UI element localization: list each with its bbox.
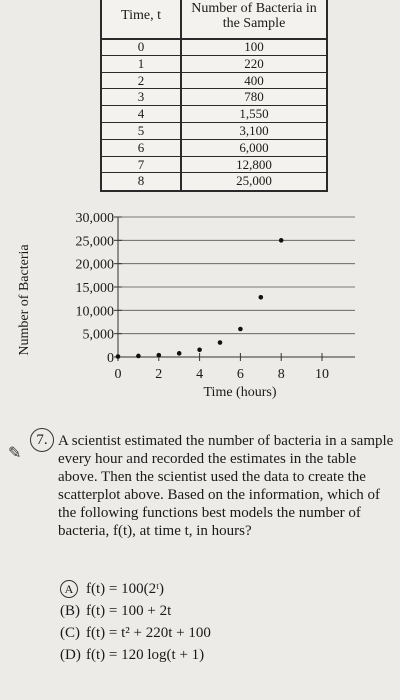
x-tick-label: 8 <box>277 367 285 382</box>
x-tick-label: 4 <box>196 367 204 382</box>
x-tick-label: 6 <box>236 367 244 382</box>
y-tick-label: 5,000 <box>82 327 114 343</box>
option-b-label: (B) <box>60 603 80 619</box>
data-point <box>279 238 284 243</box>
table-row <box>102 105 326 122</box>
cell-time: 7 <box>137 156 145 172</box>
cell-time: 2 <box>137 72 145 88</box>
data-point <box>218 340 223 345</box>
option-a-text: f(t) = 100(2ᵗ) <box>86 581 164 597</box>
bacteria-table <box>100 0 328 192</box>
question-number: 7. <box>30 428 54 452</box>
data-point <box>238 327 243 332</box>
table-header-bacteria: Number of Bacteria in the Sample <box>191 1 317 31</box>
cell-bacteria: 220 <box>244 55 264 71</box>
x-tick-label: 10 <box>315 367 329 382</box>
option-d-text: f(t) = 120 log(t + 1) <box>86 647 205 663</box>
cell-bacteria: 6,000 <box>239 139 269 155</box>
cell-bacteria: 1,550 <box>239 106 269 122</box>
cell-bacteria: 100 <box>244 39 264 54</box>
option-c[interactable] <box>60 622 211 644</box>
option-b-text: f(t) = 100 + 2t <box>86 603 172 619</box>
y-tick-label: 30,000 <box>75 211 114 226</box>
scatter-plot-svg <box>0 200 400 410</box>
x-axis-label: Time (hours) <box>203 385 277 400</box>
data-point <box>157 353 162 358</box>
table-row <box>102 55 326 72</box>
table-row <box>102 38 326 55</box>
x-tick-label: 0 <box>114 367 122 382</box>
cell-time: 5 <box>137 123 145 138</box>
data-point <box>197 347 202 352</box>
data-point <box>177 351 182 356</box>
data-point <box>136 354 141 359</box>
cell-time: 4 <box>137 106 145 122</box>
cell-bacteria: 400 <box>244 72 264 88</box>
y-tick-label: 20,000 <box>75 257 114 273</box>
table-row <box>102 156 326 173</box>
data-point <box>259 295 264 300</box>
y-axis-label: Number of Bacteria <box>17 244 32 356</box>
option-a[interactable] <box>60 578 211 600</box>
option-c-label: (C) <box>60 625 80 641</box>
table-row <box>102 88 326 105</box>
question-text: A scientist estimated the number of bacteria in a sample every hour and recorded the estimates in the table above. Then the scientist used the data to create the scatterplot above. Based on the information, which of the following functions best models the number of bacteria, f(t), at time t, in hours? <box>58 433 394 539</box>
x-tick-label: 2 <box>155 367 163 382</box>
table-header-time: Time, t <box>121 8 161 23</box>
table-row <box>102 139 326 156</box>
option-c-text: f(t) = t² + 220t + 100 <box>86 625 211 641</box>
y-tick-label: 25,000 <box>75 234 114 250</box>
option-d-label: (D) <box>60 647 81 663</box>
table-row <box>102 172 326 189</box>
cell-time: 6 <box>137 139 145 155</box>
cell-time: 0 <box>137 39 145 54</box>
table-row <box>102 72 326 89</box>
cell-time: 8 <box>137 173 145 189</box>
cell-bacteria: 3,100 <box>239 123 269 138</box>
cell-time: 3 <box>137 89 145 105</box>
y-tick-label: 10,000 <box>75 304 114 320</box>
y-tick-label: 15,000 <box>75 281 114 296</box>
check-mark-icon: ✎ <box>8 445 22 462</box>
answer-options <box>60 578 211 666</box>
option-d[interactable] <box>60 644 211 666</box>
option-a-label: A <box>60 580 78 598</box>
cell-bacteria: 12,800 <box>236 156 272 172</box>
cell-bacteria: 780 <box>244 89 264 105</box>
cell-bacteria: 25,000 <box>236 173 272 189</box>
cell-time: 1 <box>137 55 145 71</box>
y-tick-label: 0 <box>107 351 114 366</box>
table-row <box>102 122 326 139</box>
scatter-plot <box>0 200 400 410</box>
option-b[interactable] <box>60 600 211 622</box>
data-point <box>116 354 121 359</box>
